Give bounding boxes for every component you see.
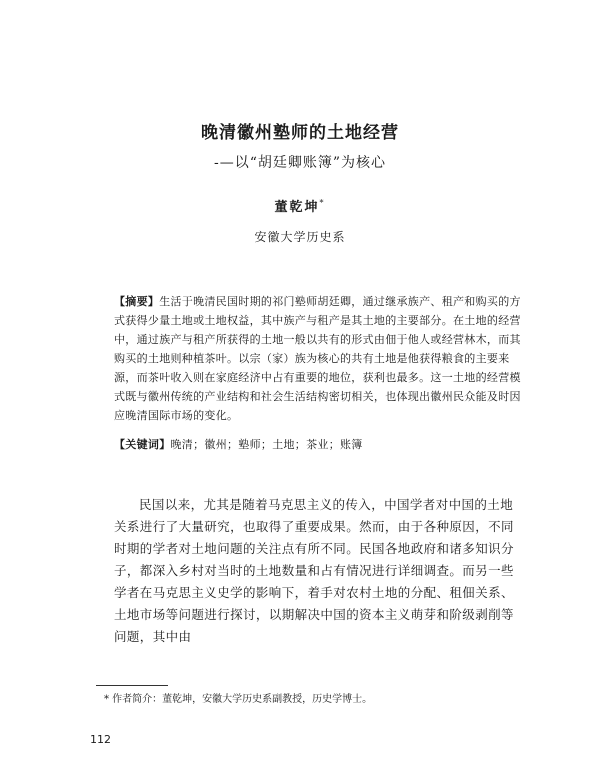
abstract-label: 【摘要】	[114, 295, 160, 308]
keywords-text: 晚清；徽州；塾师；土地；茶业；账簿	[170, 438, 363, 451]
author-name: 董乾坤	[274, 200, 320, 215]
footnote-divider	[96, 685, 168, 686]
abstract	[114, 292, 524, 425]
author-footnote-mark: *	[319, 198, 326, 208]
keywords-label: 【关键词】	[114, 438, 171, 451]
article-title: 晚清徽州塾师的土地经营	[201, 123, 399, 143]
keywords	[114, 435, 524, 454]
article-subtitle: -—以“胡廷卿账簿”为核心	[213, 155, 387, 171]
footnote: * 作者简介：董乾坤，安徽大学历史系副教授，历史学博士。	[104, 694, 373, 705]
page-number: 112	[90, 733, 111, 746]
author-line	[0, 196, 600, 215]
body-paragraph: 民国以来，尤其是随着马克思主义的传入，中国学者对中国的土地关系进行了大量研究，也取得了重要成果。然而，由于各种原因，不同时期的学者对土地问题的关注点有所不同。民国各地政府和诸多知识分子，都深入乡村对当时的土地数量和占有情况进行详细调查。而另一些学者在马克思主义史学的影响下，着手对农村土地的分配、租佃关系、土地市场等问题进行探讨，以期解决中国的资本主义萌芽和阶级剥削等问题，其中由	[114, 497, 514, 644]
abstract-text: 生活于晚清民国时期的祁门塾师胡廷卿，通过继承族产、租产和购买的方式获得少量土地或土地权益，其中族产与租产是其土地的主要部分。在土地的经营中，通过族产与租产所获得的土地一般以共有的形式由佃于他人或经营林木，而其购买的土地则种植茶叶。以宗（家）族为核心的共有土地是他获得粮食的主要来源，而茶叶收入则在家庭经济中占有重要的地位，获利也最多。这一土地的经营模式既与徽州传统的产业结构和社会生活结构密切相关，也体现出徽州民众能及时因应晚清国际市场的变化。	[114, 295, 521, 422]
author-affiliation: 安徽大学历史系	[254, 230, 346, 244]
